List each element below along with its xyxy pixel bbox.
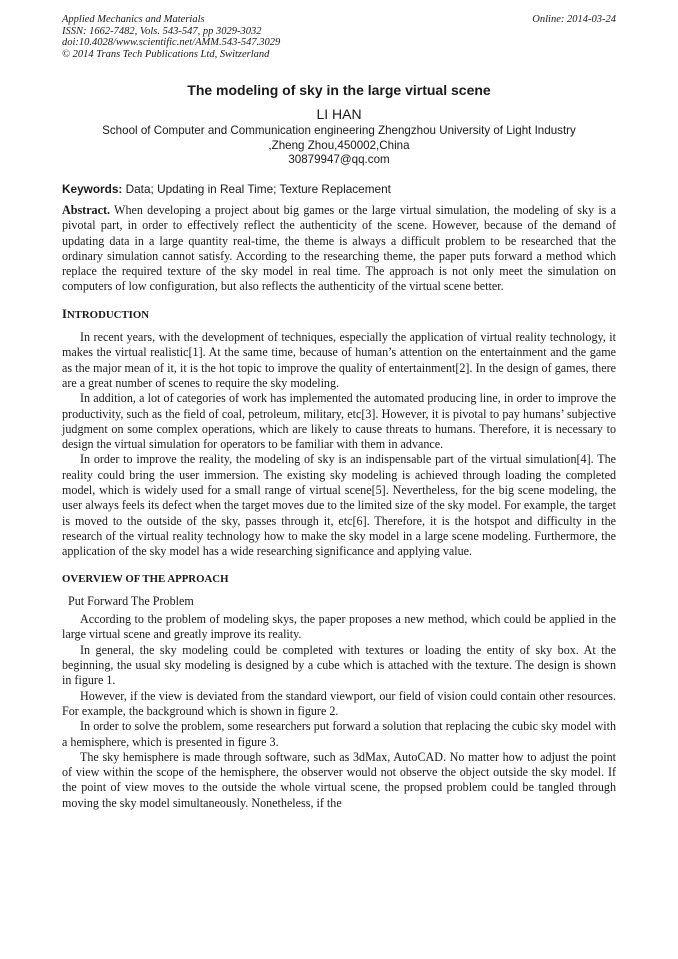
paragraph: In general, the sky modeling could be completed with textures or loading the entity of sky box. At the beginning, the usual sky modeling is designed by a cube which is attached with the texture. The design is shown in figure 1. — [62, 642, 616, 688]
journal-header — [62, 14, 616, 60]
paragraph: In order to improve the reality, the modeling of sky is an indispensable part of the virtual simulation[4]. The reality could bring the user immersion. The existing sky modeling is achieved through loading the completed model, which is widely used for a small range of virtual scene[5]. Nevertheless, for the big scene modeling, the user always feels its defect when the target moves due to the limited size of the sky model. For example, the target is moved to the outside of the sky, passes through it, etc[6]. Therefore, it is the hotspot and difficulty in the research of the virtual reality technology how to make the sky model in a large scene modeling. Furthermore, the application of the sky model has a wide researching significance and applying value. — [62, 452, 616, 559]
subsection-heading: Put Forward The Problem — [68, 593, 194, 608]
doi-line[interactable]: doi:10.4028/www.scientific.net/AMM.543-547.3029 — [62, 37, 281, 49]
abstract-label: Abstract. — [62, 203, 111, 217]
paragraph: According to the problem of modeling skys, the paper proposes a new method, which could be applied in the large virtual scene and greatly improve its reality. — [62, 612, 616, 642]
affiliation — [62, 124, 616, 168]
heading-rest: NTRODUCTION — [66, 308, 150, 321]
keywords-label: Keywords: — [62, 182, 123, 196]
section-heading-introduction — [62, 307, 616, 323]
affiliation-line-1: School of Computer and Communication engineering Zhengzhou University of Light Industry — [102, 124, 576, 137]
issn-line: ISSN: 1662-7482, Vols. 543-547, pp 3029-3032 — [62, 25, 262, 37]
paragraph: In addition, a lot of categories of work has implemented the automated producing line, in order to improve the productivity, such as the field of coal, petroleum, military, etc[3]. However, it is pivotal to pay humans’ subjective judgment on some complex operations, which are likely to cause threats to humans. Therefore, it is necessary to design the virtual simulation for operators to be familiar with them in advance. — [62, 391, 616, 452]
paper-body — [62, 203, 616, 811]
abstract — [62, 203, 616, 295]
author-name: LI HAN — [316, 106, 362, 122]
abstract-text: When developing a project about big games or the large virtual simulation, the modeling of sky is a pivotal part, in order to effectively reflect the authenticity of the scene. However, because of the demand of updating data in a large quantity real-time, the theme is always a difficult problem to be researched that the ordinary simulation cannot satisfy. According to the researching theme, the paper puts forward a method which replace the required texture of the sky model in real time. The approach is not only meet the simulation on computers of low configuration, but also reflects the authenticity of the virtual scene better. — [62, 203, 616, 294]
paragraph: The sky hemisphere is made through software, such as 3dMax, AutoCAD. No matter how to adjust the point of view within the scope of the hemisphere, the observer would not observe the object outside the sky model. If the point of view moves to the outside the whole virtual scene, the propsed problem could be tangled through moving the sky model simultaneously. Nonetheless, if the — [62, 749, 616, 810]
paragraph: In recent years, with the development of techniques, especially the application of virtual reality technology, it makes the virtual realistic[1]. At the same time, because of human’s attention on the entertainment and the game as the major mean of it, it is the hot topic to improve the quality of entertainment[2]. In the design of games, there are a great number of scenes to require the sky modeling. — [62, 330, 616, 390]
online-date: Online: 2014-03-24 — [532, 14, 616, 25]
paper-title: The modeling of sky in the large virtual scene — [187, 82, 491, 98]
keywords-text: Data; Updating in Real Time; Texture Replacement — [122, 182, 391, 196]
author-email[interactable]: 30879947@qq.com — [288, 153, 390, 166]
copyright-line: © 2014 Trans Tech Publications Ltd, Switzerland — [62, 48, 270, 60]
affiliation-line-2: ,Zheng Zhou,450002,China — [268, 138, 410, 152]
heading-initial: I — [62, 306, 67, 321]
paragraph: In order to solve the problem, some researchers put forward a solution that replacing the cubic sky model with a hemisphere, which is presented in figure 3. — [62, 719, 616, 749]
section-heading-overview: OVERVIEW OF THE APPROACH — [62, 572, 229, 585]
keywords — [62, 182, 616, 196]
paragraph: However, if the view is deviated from the standard viewport, our field of vision could contain other resources. For example, the background which is shown in figure 2. — [62, 688, 616, 718]
journal-name: Applied Mechanics and Materials — [62, 14, 205, 25]
